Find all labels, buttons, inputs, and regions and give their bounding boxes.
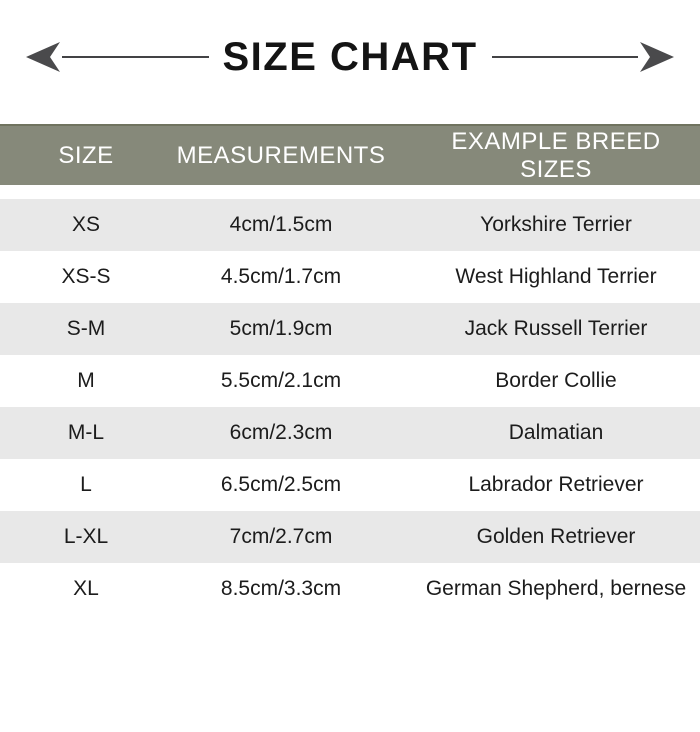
table-header-row — [0, 124, 700, 185]
breed-cell: Jack Russell Terrier — [464, 317, 648, 340]
breed-cell: Dalmatian — [508, 421, 604, 444]
measurement-cell: 5.5cm/2.1cm — [220, 369, 342, 392]
size-cell: L-XL — [63, 525, 109, 548]
right-arrow-icon — [638, 41, 674, 73]
size-cell: XS-S — [61, 265, 111, 288]
size-cell: L — [80, 473, 92, 496]
breed-cell: Labrador Retriever — [468, 473, 644, 496]
title-bar — [0, 32, 700, 82]
size-cell: S-M — [66, 317, 106, 340]
breed-cell: Golden Retriever — [476, 525, 636, 548]
left-arrow-shaft — [62, 56, 209, 58]
table-body — [0, 199, 700, 615]
column-header-size: SIZE — [58, 141, 114, 169]
size-cell: XS — [71, 213, 100, 236]
breed-cell: Border Collie — [495, 369, 617, 392]
measurement-cell: 5cm/1.9cm — [229, 317, 333, 340]
page-title: SIZE CHART — [222, 35, 478, 79]
size-cell: XL — [73, 577, 99, 600]
measurement-cell: 8.5cm/3.3cm — [220, 577, 342, 600]
column-header-example-breed-sizes: EXAMPLE BREED SIZES — [451, 127, 661, 183]
table-row-xs — [0, 199, 700, 251]
table-row-s-m — [0, 303, 700, 355]
table-row-m — [0, 355, 700, 407]
measurement-cell: 7cm/2.7cm — [229, 525, 333, 548]
measurement-cell: 6cm/2.3cm — [229, 421, 333, 444]
size-cell: M-L — [67, 421, 105, 444]
measurement-cell: 4.5cm/1.7cm — [220, 265, 342, 288]
left-arrow-icon — [26, 41, 62, 73]
table-row-xs-s — [0, 251, 700, 303]
right-arrow-shaft — [492, 56, 639, 58]
table-row-l — [0, 459, 700, 511]
table-row-l-xl — [0, 511, 700, 563]
breed-cell: German Shepherd, bernese — [425, 577, 687, 600]
size-cell: M — [77, 369, 95, 392]
table-row-xl — [0, 563, 700, 615]
breed-cell: Yorkshire Terrier — [480, 213, 632, 236]
table-row-m-l — [0, 407, 700, 459]
size-chart-page — [0, 32, 700, 732]
column-header-measurements: MEASUREMENTS — [176, 141, 386, 169]
measurement-cell: 6.5cm/2.5cm — [220, 473, 342, 496]
breed-cell: West Highland Terrier — [455, 265, 657, 288]
size-table — [0, 124, 700, 615]
measurement-cell: 4cm/1.5cm — [229, 213, 333, 236]
